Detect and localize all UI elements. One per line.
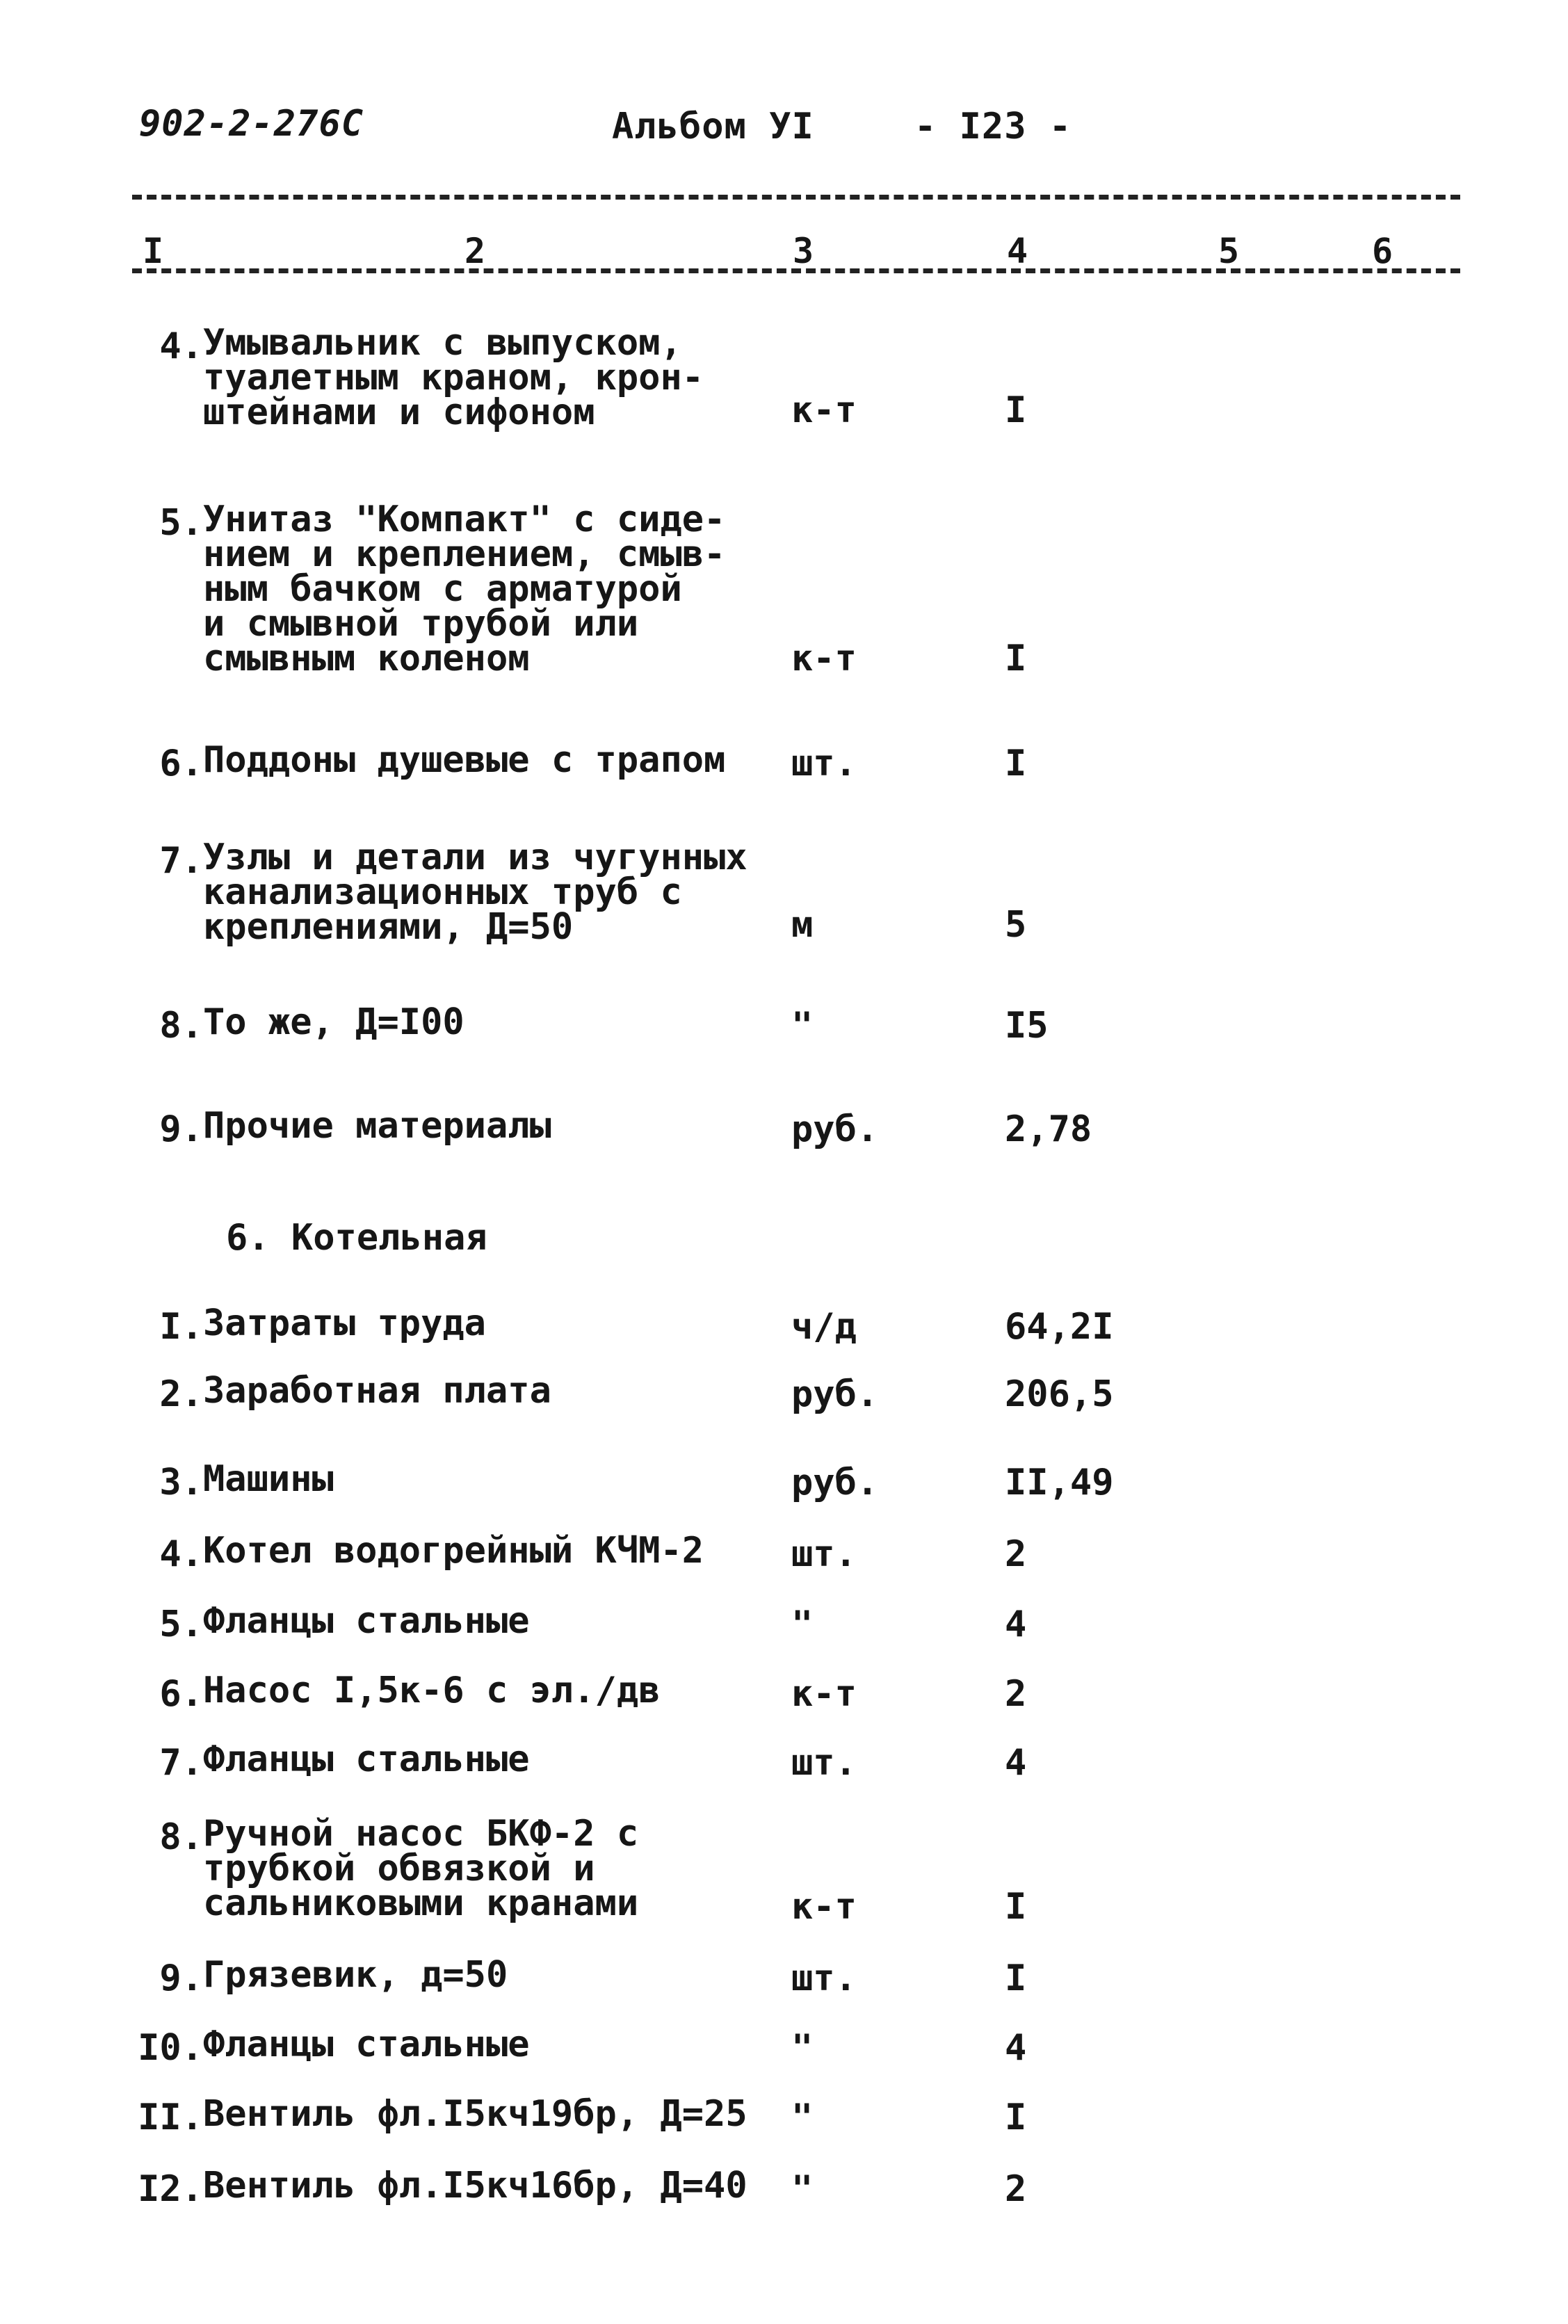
row-unit: шт. — [791, 1958, 857, 1999]
row-unit: " — [791, 2097, 814, 2138]
document-code: 902-2-276С — [139, 103, 364, 145]
section-title: 6. Котельная — [226, 1217, 487, 1259]
row-description: Фланцы стальные — [203, 2024, 530, 2065]
row-number: 9. — [159, 1958, 203, 1999]
row-unit: м — [791, 904, 814, 946]
row-quantity: I — [1005, 1958, 1027, 1999]
row-unit: шт. — [791, 1742, 857, 1784]
row-quantity: 2 — [1005, 2168, 1027, 2210]
row-unit: руб. — [791, 1373, 879, 1415]
row-quantity: II,49 — [1005, 1462, 1114, 1503]
row-number: 8. — [159, 1005, 203, 1047]
row-quantity: I — [1005, 2097, 1027, 2138]
row-quantity: 2,78 — [1005, 1108, 1092, 1150]
row-quantity: 5 — [1005, 904, 1027, 946]
row-number: 4. — [159, 325, 203, 367]
row-unit: шт. — [791, 743, 857, 784]
row-unit: шт. — [791, 1533, 857, 1575]
row-description: Вентиль фл.I5кч19бр, Д=25 — [203, 2093, 747, 2135]
header-divider — [132, 195, 1460, 200]
row-unit: " — [791, 2168, 814, 2210]
row-description: Вентиль фл.I5кч16бр, Д=40 — [203, 2165, 747, 2206]
row-unit: " — [791, 2027, 814, 2069]
row-description: Машины — [203, 1458, 334, 1500]
row-description: Заработная плата — [203, 1370, 551, 1412]
row-quantity: 4 — [1005, 2027, 1027, 2069]
row-number: 9. — [159, 1108, 203, 1150]
row-quantity: I — [1005, 389, 1027, 431]
row-description: Фланцы стальные — [203, 1738, 530, 1780]
row-description: Узлы и детали из чугунных канализационных труб с креплениями, Д=50 — [203, 837, 747, 948]
row-description: Насос I,5к-6 с эл./дв — [203, 1670, 661, 1711]
row-quantity: 64,2I — [1005, 1306, 1114, 1348]
row-quantity: 2 — [1005, 1673, 1027, 1715]
row-number: 8. — [159, 1816, 203, 1858]
row-number: I2. — [138, 2168, 203, 2210]
row-quantity: I — [1005, 743, 1027, 784]
page-number: - I23 - — [914, 106, 1072, 147]
row-description: Поддоны душевые с трапом — [203, 739, 726, 781]
row-number: 3. — [159, 1462, 203, 1503]
row-unit: руб. — [791, 1108, 879, 1150]
row-unit: к-т — [791, 1673, 857, 1715]
row-number: 7. — [159, 1742, 203, 1784]
row-description: Ручной насос БКФ-2 с трубкой обвязкой и сальниковыми кранами — [203, 1813, 639, 1924]
column-number: 5 — [1218, 231, 1240, 271]
row-number: 4. — [159, 1533, 203, 1575]
row-unit: к-т — [791, 638, 857, 679]
row-description: Прочие материалы — [203, 1105, 551, 1147]
row-quantity: 4 — [1005, 1604, 1027, 1645]
row-description: Фланцы стальные — [203, 1600, 530, 1642]
row-quantity: 2 — [1005, 1533, 1027, 1575]
column-number: 4 — [1007, 231, 1028, 271]
row-number: 7. — [159, 840, 203, 882]
row-unit: к-т — [791, 1886, 857, 1928]
row-description: Грязевик, д=50 — [203, 1954, 508, 1996]
row-quantity: I5 — [1005, 1005, 1049, 1047]
row-quantity: I — [1005, 638, 1027, 679]
row-number: 2. — [159, 1373, 203, 1415]
row-description: Умывальник с выпуском, туалетным краном, крон- штейнами и сифоном — [203, 322, 704, 433]
row-description: То же, Д=I00 — [203, 1001, 464, 1043]
row-number: I. — [159, 1306, 203, 1348]
column-number: 2 — [464, 231, 486, 271]
row-number: II. — [138, 2097, 203, 2138]
row-unit: " — [791, 1604, 814, 1645]
row-unit: к-т — [791, 389, 857, 431]
album-title: Альбом УI — [612, 106, 814, 147]
column-number: 6 — [1372, 231, 1393, 271]
row-number: I0. — [138, 2027, 203, 2069]
row-unit: " — [791, 1005, 814, 1047]
row-number: 5. — [159, 502, 203, 544]
row-description: Котел водогрейный КЧМ-2 — [203, 1530, 704, 1572]
row-description: Затраты труда — [203, 1302, 486, 1344]
row-unit: руб. — [791, 1462, 879, 1503]
row-number: 6. — [159, 1673, 203, 1715]
row-unit: ч/д — [791, 1306, 857, 1348]
column-number: 3 — [793, 231, 814, 271]
row-number: 5. — [159, 1604, 203, 1645]
row-number: 6. — [159, 743, 203, 784]
column-header-divider — [132, 268, 1460, 273]
row-quantity: I — [1005, 1886, 1027, 1928]
row-quantity: 206,5 — [1005, 1373, 1114, 1415]
row-description: Унитаз "Компакт" с сиде- нием и креплением, смыв- ным бачком с арматурой и смывной трубой или смывным коленом — [203, 499, 726, 679]
column-number: I — [143, 231, 164, 271]
row-quantity: 4 — [1005, 1742, 1027, 1784]
